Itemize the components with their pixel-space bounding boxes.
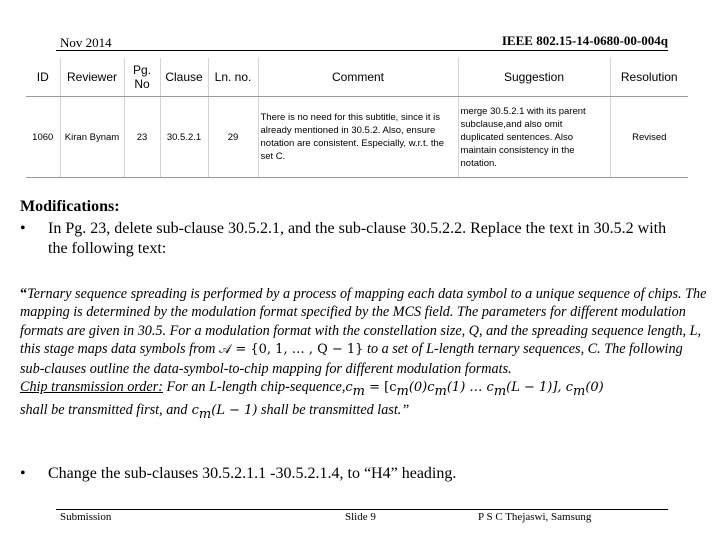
col-header-suggestion: Suggestion bbox=[458, 58, 610, 97]
footer-author: P S C Thejaswi, Samsung bbox=[478, 511, 592, 523]
cm-subscript: m bbox=[352, 383, 365, 399]
set-expression: 𝒜 = {0, 1, … , Q − 1} bbox=[218, 342, 364, 358]
cell-resolution: Revised bbox=[610, 97, 688, 178]
col-header-line-no: Ln. no. bbox=[208, 58, 258, 97]
quote-close-mark: ” bbox=[401, 402, 410, 419]
chip-order-label: Chip transmission order: bbox=[20, 379, 163, 396]
cell-id: 1060 bbox=[26, 97, 60, 178]
bullet-text-2: Change the sub-clauses 30.5.2.1.1 -30.5.2.1.4, to “H4” heading. bbox=[48, 465, 457, 482]
header-rule bbox=[56, 50, 668, 51]
table-row bbox=[26, 97, 688, 178]
col-header-id: ID bbox=[26, 58, 60, 97]
cm-subscript-3: m bbox=[434, 383, 447, 399]
quote-text-line3: For an L-length chip-sequence, bbox=[162, 379, 346, 396]
col-header-clause: Clause bbox=[160, 58, 208, 97]
cm-subscript-2: m bbox=[396, 383, 409, 399]
c0-symbol: c bbox=[561, 380, 573, 396]
clast-argument: (L − 1) bbox=[211, 403, 258, 419]
quote-text-line2: to a set of L-length ternary sequences, C. The following sub-clauses outline the data-symbol-to-chip mapping for different modulation formats. bbox=[20, 341, 683, 377]
clast-subscript: m bbox=[198, 407, 212, 423]
quote-text-line1: Ternary sequence spreading is performed by a process of mapping each data symbol to a unique sequence of chips. The mapping is determined by the modulation format specified by the MCS field. The parameters for different modulation formats are given in 30.5. For a modulation format with the constellation size, Q, and the spreading sequence length, L, this stage maps data symbols from bbox=[20, 286, 707, 358]
c0-subscript: m bbox=[573, 383, 586, 399]
equals-bracket: = [c bbox=[364, 380, 397, 396]
col-header-reviewer: Reviewer bbox=[60, 58, 124, 97]
cell-reviewer: Kiran Bynam bbox=[60, 97, 124, 178]
header-doc-id: IEEE 802.15-14-0680-00-004q bbox=[501, 33, 668, 48]
comment-resolution-table bbox=[26, 58, 688, 178]
header-date: Nov 2014 bbox=[60, 35, 112, 50]
modifications-title: Modifications: bbox=[20, 198, 120, 215]
col-header-page-no: Pg. No bbox=[124, 58, 160, 97]
replacement-text-quote bbox=[20, 285, 710, 425]
quote-text-line5: shall be transmitted last. bbox=[257, 402, 402, 419]
cell-page-no: 23 bbox=[124, 97, 160, 178]
cm-subscript-4: m bbox=[493, 383, 507, 399]
footer-rule bbox=[56, 509, 668, 510]
chip-seq-part2: (1) … c bbox=[446, 380, 494, 396]
cell-line-no: 29 bbox=[208, 97, 258, 178]
footer-slide-number: Slide 9 bbox=[345, 511, 376, 523]
c0-argument: (0) bbox=[585, 380, 604, 396]
cell-clause: 30.5.2.1 bbox=[160, 97, 208, 178]
bullet-icon: • bbox=[20, 465, 26, 482]
bullet-icon: • bbox=[20, 220, 26, 237]
table-header-row bbox=[26, 58, 688, 97]
quote-text-line4: shall be transmitted first, and bbox=[20, 402, 188, 419]
col-header-resolution: Resolution bbox=[610, 58, 688, 97]
cell-suggestion: merge 30.5.2.1 with its parent subclause,and also omit duplicated sentences. Also maintain consistency in the notation. bbox=[458, 97, 610, 178]
chip-seq-part3: (L − 1)], bbox=[506, 380, 562, 396]
bullet-text-1: In Pg. 23, delete sub-clause 30.5.2.1, and the sub-clause 30.5.2.2. Replace the text in 30.5.2 with the following text: bbox=[48, 220, 667, 257]
chip-seq-part1: (0)c bbox=[408, 380, 435, 396]
cm-symbol: c bbox=[345, 380, 353, 396]
footer-submission: Submission bbox=[60, 511, 112, 523]
col-header-comment: Comment bbox=[258, 58, 458, 97]
cell-comment: There is no need for this subtitle, since it is already mentioned in 30.5.2. Also, ensure notation are consistent. Especially, w.r.t. the set C. bbox=[258, 97, 458, 178]
clast-symbol: c bbox=[187, 403, 199, 419]
quote-open-mark: “ bbox=[20, 286, 28, 302]
